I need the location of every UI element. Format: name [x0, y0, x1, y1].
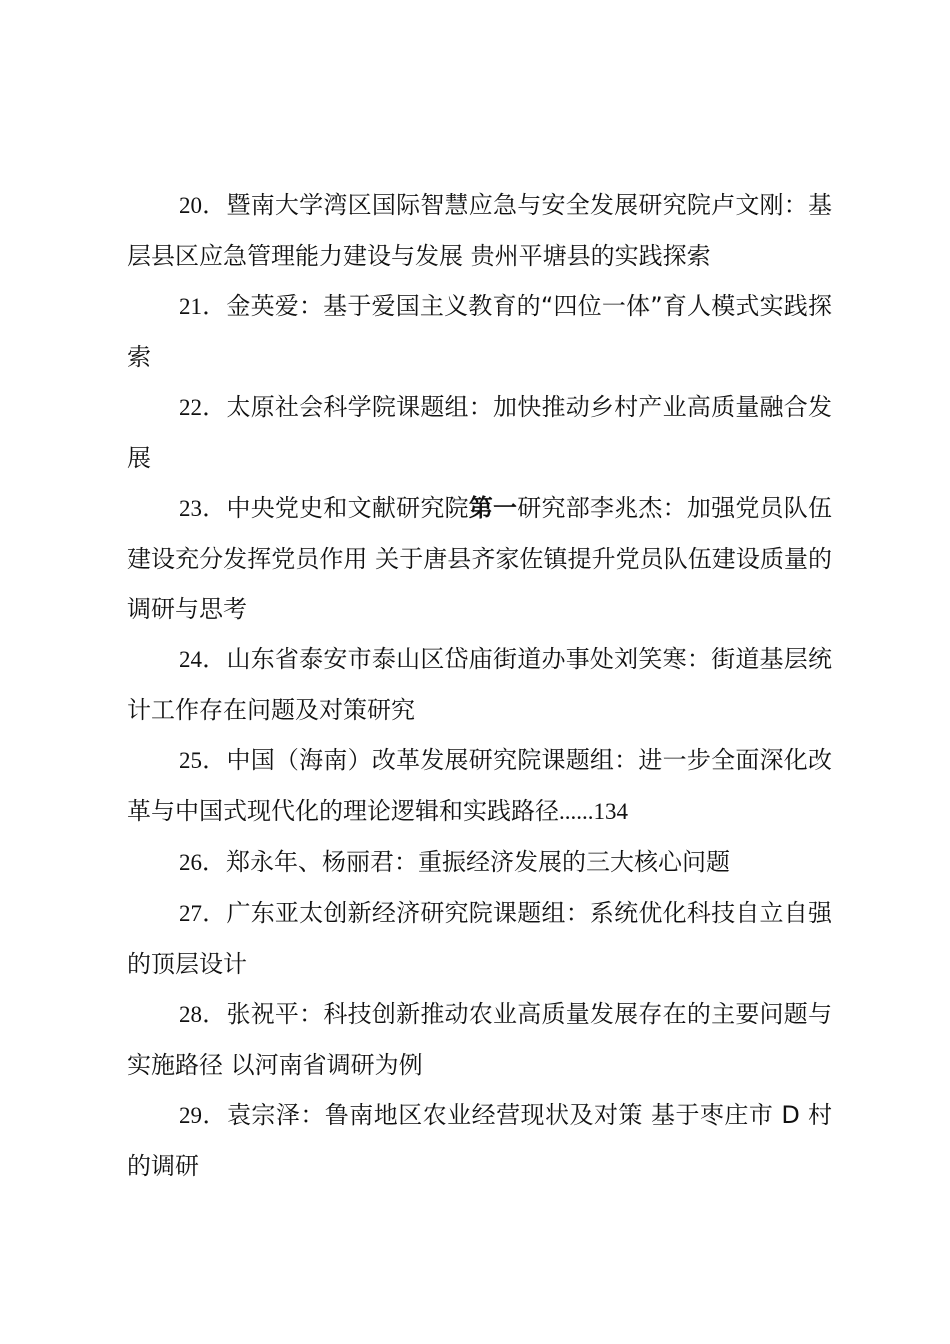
entry-title: 郑永年、杨丽君：重振经济发展的三大核心问题: [226, 848, 730, 876]
entry-title: 张祝平：科技创新推动农业高质量发展存在的主要问题与实施路径 以河南省调研为例: [127, 1000, 833, 1079]
entry-number: 27: [179, 901, 202, 926]
toc-entry-20: [127, 180, 832, 281]
entry-title: 山东省泰安市泰山区岱庙街道办事处刘笑寒：街道基层统计工作存在问题及对策研究: [127, 645, 833, 724]
entry-separator: ．: [202, 748, 227, 774]
entry-separator: ．: [202, 294, 227, 320]
entry-number: 24: [179, 647, 202, 672]
toc-entry-24: [127, 634, 832, 735]
page-number-leader: ......134: [559, 799, 628, 824]
entry-title: 中国（海南）改革发展研究院课题组：进一步全面深化改革与中国式现代化的理论逻辑和实践路径: [127, 746, 833, 825]
entry-separator: ．: [202, 901, 227, 927]
entry-number: 26: [179, 850, 202, 875]
toc-entry-29: [127, 1090, 832, 1191]
toc-entry-25: [127, 735, 832, 837]
entry-title: 广东亚太创新经济研究院课题组：系统优化科技自立自强的顶层设计: [127, 899, 833, 978]
toc-entry-21: [127, 281, 832, 382]
entry-number: 29: [179, 1103, 202, 1128]
toc-entry-26: [127, 837, 832, 888]
entry-title: 暨南大学湾区国际智慧应急与安全发展研究院卢文刚：基层县区应急管理能力建设与发展 贵州平塘县的实践探索: [127, 191, 833, 270]
entry-title-part-1: 中央党史和文献研究院: [226, 494, 469, 522]
toc-entry-22: [127, 382, 832, 483]
toc-entry-27: [127, 888, 832, 989]
table-of-contents: [127, 180, 832, 1191]
entry-number: 21: [179, 294, 202, 319]
entry-title: 金英爱：基于爱国主义教育的“四位一体”育人模式实践探索: [127, 292, 833, 371]
entry-number: 25: [179, 748, 202, 773]
entry-number: 22: [179, 395, 202, 420]
entry-title: 太原社会科学院课题组：加快推动乡村产业高质量融合发展: [127, 393, 833, 472]
entry-separator: ．: [202, 850, 226, 876]
entry-separator: ．: [202, 193, 227, 219]
toc-entry-23: [127, 483, 832, 634]
toc-entry-28: [127, 989, 832, 1090]
entry-separator: ．: [202, 647, 227, 673]
entry-title-part-2: 研究部李兆杰：加强党员队伍建设充分发挥党员作用 关于唐县齐家佐镇提升党员队伍建设质量的调研与思考: [127, 494, 833, 623]
entry-separator: ．: [202, 496, 227, 522]
entry-separator: ．: [202, 395, 227, 421]
entry-number: 23: [179, 496, 202, 521]
entry-number: 28: [179, 1002, 202, 1027]
entry-separator: ．: [202, 1103, 227, 1129]
entry-title: 袁宗泽：鲁南地区农业经营现状及对策 基于枣庄市 D 村的调研: [127, 1101, 832, 1180]
entry-number: 20: [179, 193, 202, 218]
entry-title-bold: 第一: [468, 494, 518, 522]
entry-separator: ．: [202, 1002, 227, 1028]
